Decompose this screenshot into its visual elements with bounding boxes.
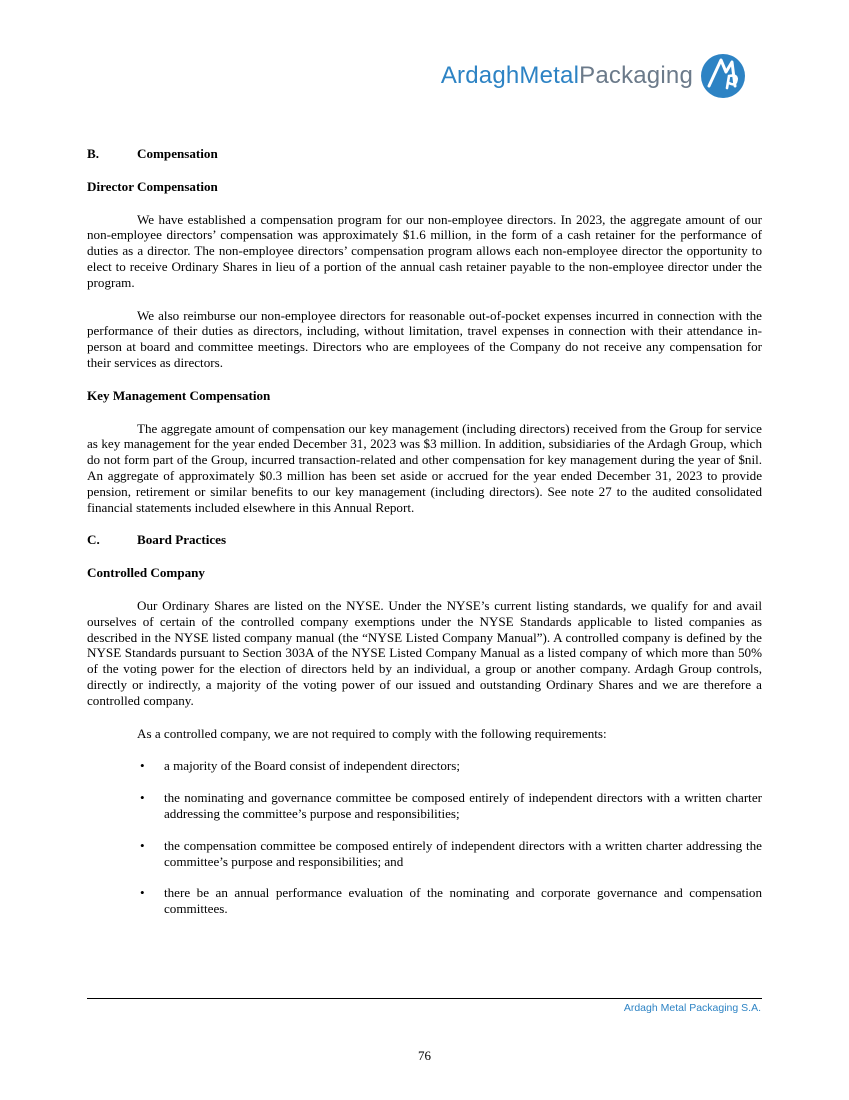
key-management-heading: Key Management Compensation [87,387,271,403]
logo-word-metal: Metal [519,62,580,89]
section-b-heading [87,146,762,162]
controlled-company-paragraph-2: As a controlled company, we are not required to comply with the following requirements: [137,725,607,741]
requirements-list [87,758,762,917]
list-item: • the nominating and governance committee be composed entirely of independent directors with a written charter addressing the committee’s purpose and responsibilities; [140,790,762,821]
list-item-text: there be an annual performance evaluation of the nominating and corporate governance and compensation committees. [164,885,762,917]
list-item-text: the nominating and governance committee be composed entirely of independent directors with a written charter addressing the committee’s purpose and responsibilities; [164,790,762,821]
section-c-title: Board Practices [137,532,227,548]
director-compensation-paragraph-1: We have established a compensation program for our non-employee directors. In 2023, the aggregate amount of our non-employee directors’ compensation was approximately $1.6 million, in the form of a cash retainer for the performance of duties as a director. The non-employee directors’ compensation program allows each non-employee director the opportunity to elect to receive Ordinary Shares in lieu of a portion of the annual cash retainer payable to the non-employee director under the program. [87,211,762,290]
amp-logo-icon [699,52,747,100]
section-b-letter: B. [87,146,100,161]
logo-wordmark [441,62,693,90]
director-compensation-paragraph-2: We also reimburse our non-employee directors for reasonable out-of-pocket expenses incurred in connection with the performance of their duties as directors, including, without limitation, travel expenses in connection with their attendance in-person at board and committee meetings. Directors who are employees of the Company do not receive any compensation for their services as directors. [87,307,762,370]
list-item: • there be an annual performance evaluation of the nominating and corporate governance and compensation committees. [140,885,762,917]
section-c-heading [87,532,762,548]
logo-word-ardagh: Ardagh [440,62,520,89]
footer-company-name: Ardagh Metal Packaging S.A. [623,1002,761,1014]
page-number: 76 [418,1048,431,1063]
company-logo [441,52,747,100]
list-item-text: a majority of the Board consist of independent directors; [164,758,460,774]
controlled-company-heading: Controlled Company [87,565,205,581]
controlled-company-paragraph-1: Our Ordinary Shares are listed on the NYSE. Under the NYSE’s current listing standards, we qualify for and avail ourselves of certain of the controlled company exemptions under the NYSE Standards applicable to listed companies as described in the NYSE listed company manual (the “NYSE Listed Company Manual”). A controlled company is defined by the NYSE Standards pursuant to Section 303A of the NYSE Listed Company Manual as a listed company of which more than 50% of the voting power for the election of directors held by an individual, a group or another company. Ardagh Group controls, directly or indirectly, a majority of the voting power of our issued and outstanding Ordinary Shares and we are therefore a controlled company. [87,597,762,708]
footer-divider [87,998,762,999]
page-content [87,146,762,933]
key-management-paragraph: The aggregate amount of compensation our key management (including directors) received from the Group for service as key management for the year ended December 31, 2023 was $3 million. In addition, subsidiaries of the Ardagh Group, which do not form part of the Group, incurred transaction-related and other compensation for key management during the year of $nil. An aggregate of approximately $0.3 million has been set aside or accrued for the year ended December 31, 2023 to provide pension, retirement or similar benefits to our key management (including directors). See note 27 to the audited consolidated financial statements included elsewhere in this Annual Report. [87,420,762,515]
list-item: • the compensation committee be composed entirely of independent directors with a written charter addressing the committee’s purpose and responsibilities; and [140,837,762,869]
logo-word-packaging: Packaging [579,62,693,89]
list-item: • a majority of the Board consist of independent directors; [140,758,460,774]
section-c-letter: C. [87,532,100,548]
list-item-text: the compensation committee be composed entirely of independent directors with a written charter addressing the committee’s purpose and responsibilities; and [164,837,762,869]
logo-mark-text: AMP [723,98,726,99]
section-b-title: Compensation [137,146,218,161]
director-compensation-heading: Director Compensation [87,178,218,194]
